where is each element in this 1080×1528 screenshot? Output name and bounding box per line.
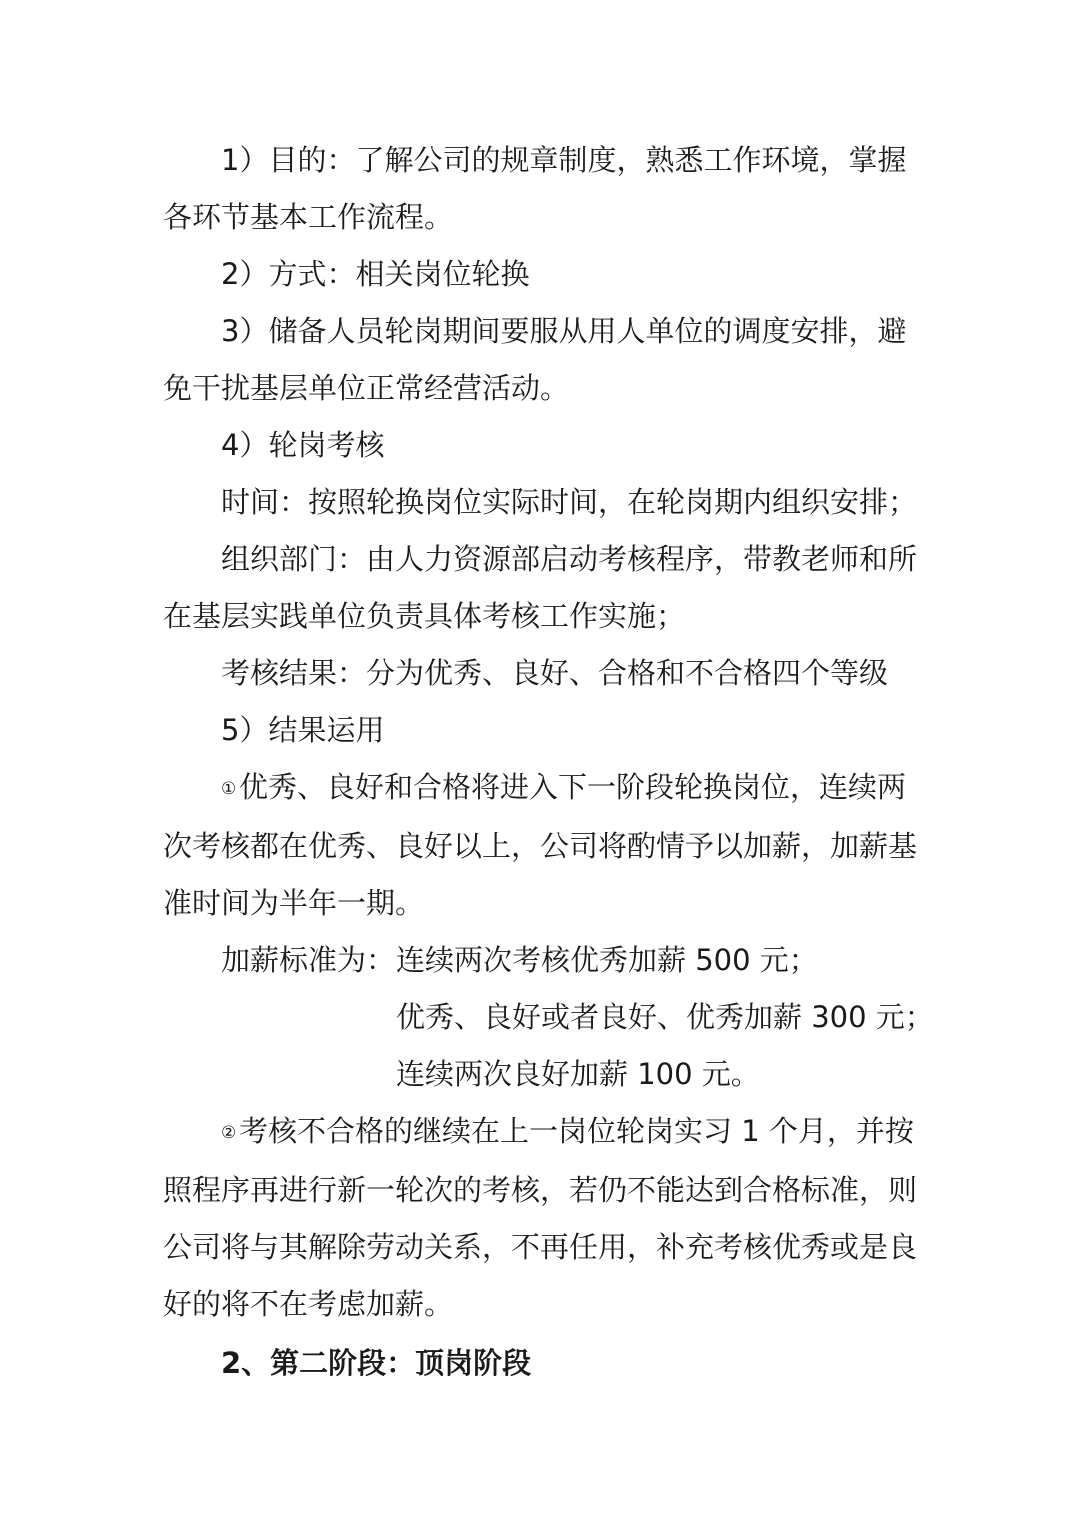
paragraph-assessment-result: 考核结果：分为优秀、良好、合格和不合格四个等级 [221, 656, 889, 690]
paragraph-purpose: 1）目的：了解公司的规章制度，熟悉工作环境，掌握各环节基本工作流程。 [163, 143, 907, 234]
paragraph-method: 2）方式：相关岗位轮换 [221, 257, 530, 291]
salary-standard-row-3 [163, 1046, 923, 1103]
salary-standard-row-2 [163, 989, 934, 1046]
paragraph-excellent-good-pass [163, 759, 923, 932]
paragraph-obey-arrangement: 3）储备人员轮岗期间要服从用人单位的调度安排，避免干扰基层单位正常经营活动。 [163, 314, 907, 405]
salary-standard-row-1 [163, 932, 923, 989]
circled-one-marker: ① [221, 779, 237, 799]
paragraph-result-application: 5）结果运用 [221, 713, 385, 747]
paragraph-excellent-good-pass-text: 优秀、良好和合格将进入下一阶段轮换岗位，连续两次考核都在优秀、良好以上，公司将酌情予以加薪，加薪基准时间为半年一期。 [163, 770, 918, 920]
paragraph-assessment-time: 时间：按照轮换岗位实际时间，在轮岗期内组织安排； [221, 485, 918, 519]
paragraph-organizing-department: 组织部门：由人力资源部启动考核程序，带教老师和所在基层实践单位负责具体考核工作实施； [163, 542, 918, 633]
paragraph-unqualified-text: 考核不合格的继续在上一岗位轮岗实习 1 个月，并按照程序再进行新一轮次的考核，若仍不能达到合格标准，则公司将与其解除劳动关系，不再任用，补充考核优秀或是良好的将不在考虑加薪。 [163, 1114, 918, 1321]
paragraph-rotation-assessment: 4）轮岗考核 [221, 428, 385, 462]
salary-standard-label: 加薪标准为： [221, 943, 396, 977]
salary-standard-item-2: 优秀、良好或者良好、优秀加薪 300 元； [396, 1000, 934, 1034]
salary-standard-item-3: 连续两次良好加薪 100 元。 [396, 1057, 760, 1091]
circled-two-marker: ② [221, 1123, 237, 1143]
document-body [163, 132, 934, 1392]
section-heading: 2、第二阶段：顶岗阶段 [221, 1346, 532, 1380]
salary-standard-item-1: 连续两次考核优秀加薪 500 元； [396, 943, 818, 977]
paragraph-unqualified [163, 1103, 923, 1333]
